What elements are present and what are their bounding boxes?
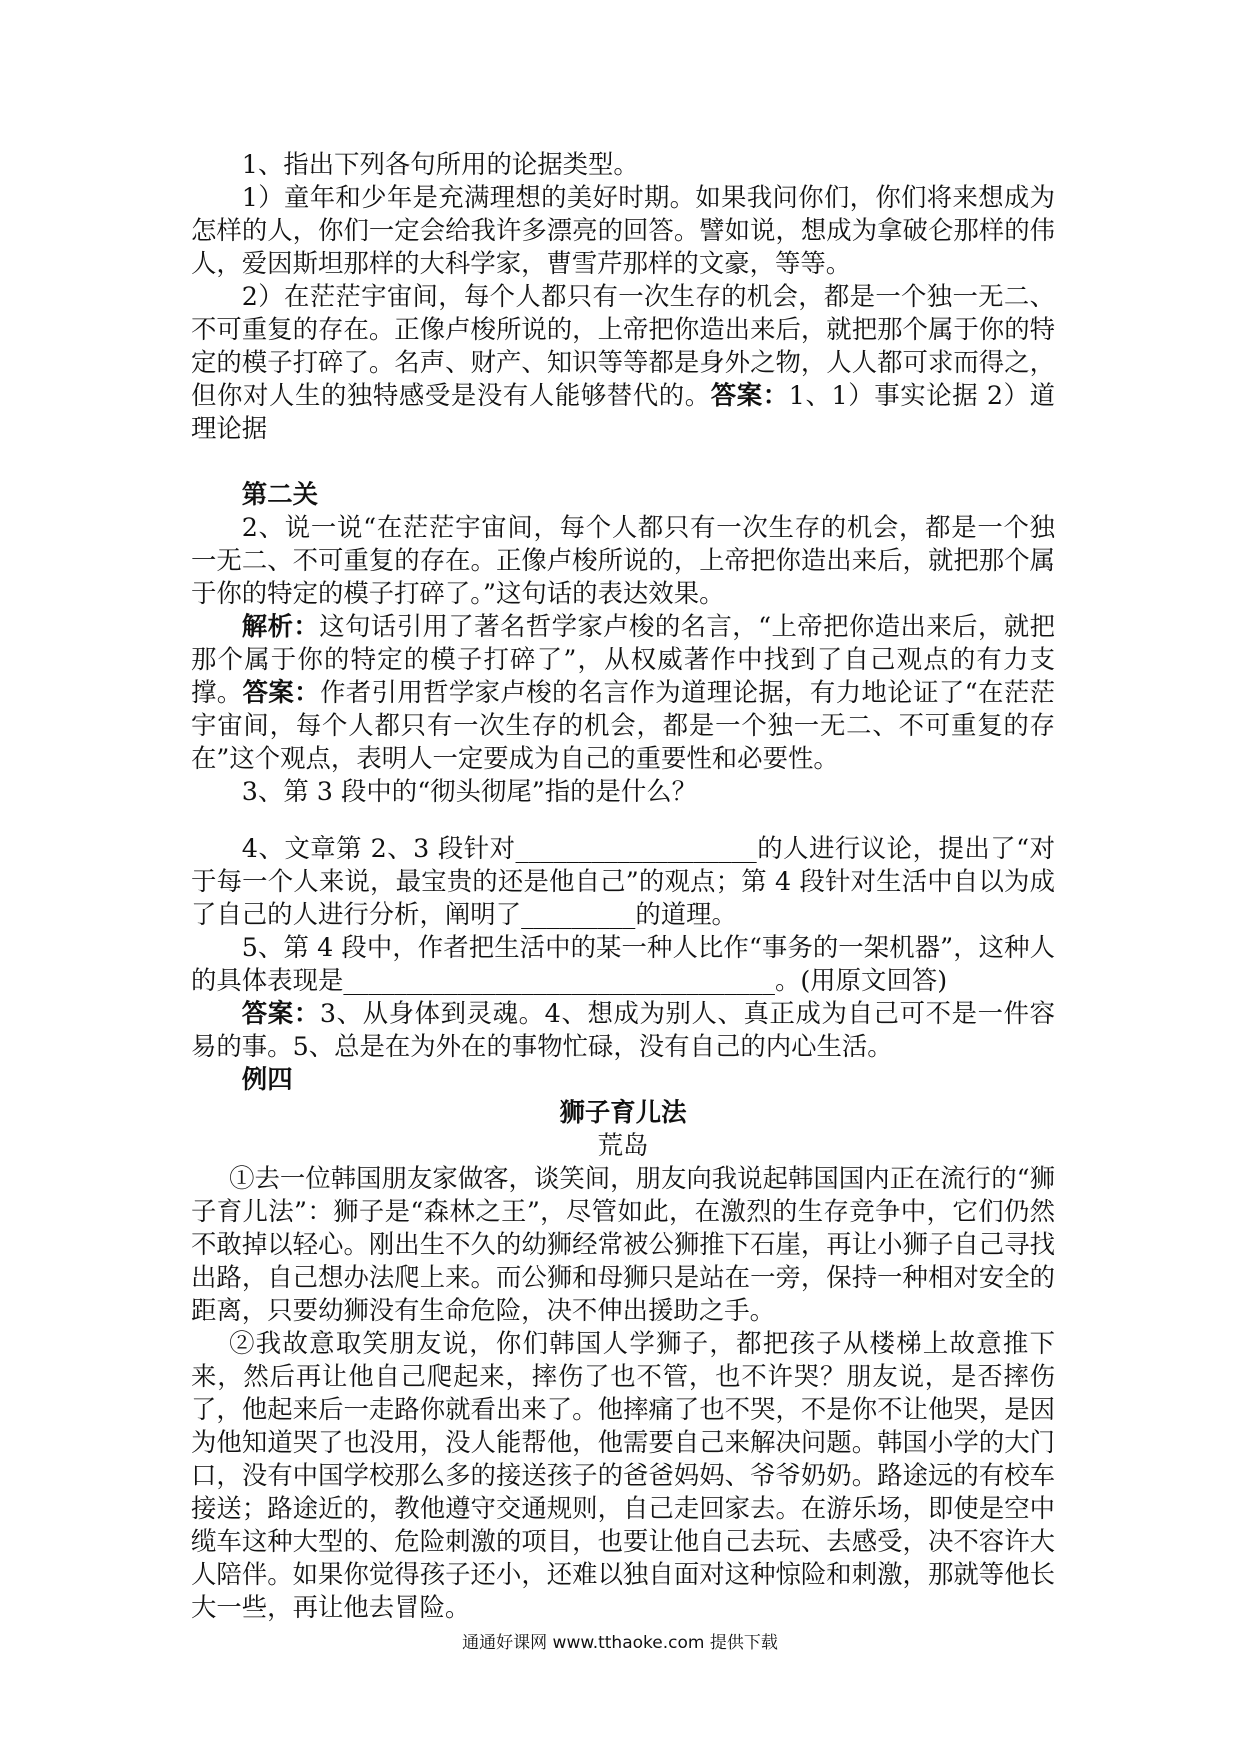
question-2 [191, 511, 1055, 610]
question-5 [191, 931, 1055, 997]
article-title [191, 1096, 1055, 1129]
section-heading [191, 478, 1055, 511]
blank-line [191, 445, 1055, 478]
example-label [191, 1063, 1055, 1096]
article-title-text: 狮子育儿法 [559, 1097, 687, 1127]
question-1-text: 1、指出下列各句所用的论据类型。 [241, 149, 639, 179]
document-body [191, 148, 1055, 1624]
answer-text: 作者引用哲学家卢梭的名言作为道理论据，有力地论证了“在茫茫宇宙间，每个人都只有一次生存的机会，都是一个独一无二、不可重复的存在”这个观点，表明人一定要成为自己的重要性和必要性。 [191, 677, 1056, 773]
answer-text: 1、1）事实论据 2）道理论据 [191, 380, 1055, 443]
footer-text: 通通好课网 www.tthaoke.com 提供下载 [462, 1633, 778, 1653]
analysis-text: 这句话引用了著名哲学家卢梭的名言，“上帝把你造出来后，就把那个属于你的特定的模子打碎了”，从权威著作中找到了自己观点的有力支撑。 [191, 611, 1056, 707]
article-paragraph-1 [191, 1162, 1055, 1327]
question-1-item-1 [191, 181, 1055, 280]
blank-line [191, 808, 1055, 832]
answer-label: 答案： [242, 677, 320, 707]
answer-label: 答案： [710, 380, 789, 410]
question-3 [191, 775, 1055, 808]
item-2-text: 2）在茫茫宇宙间，每个人都只有一次生存的机会，都是一个独一无二、不可重复的存在。正像卢梭所说的，上帝把你造出来后，就把那个属于你的特定的模子打碎了。名声、财产、知识等等都是身外之物，人人都可求而得之，但你对人生的独特感受是没有人能够替代的。 [191, 281, 1055, 410]
answers-paragraph [191, 997, 1055, 1063]
paragraph-1-text: ①去一位韩国朋友家做客，谈笑间，朋友向我说起韩国国内正在流行的“狮子育儿法”：狮子是“森林之王”，尽管如此，在激烈的生存竞争中，它们仍然不敢掉以轻心。刚出生不久的幼狮经常被公狮推下石崖，再让小狮子自己寻找出路，自己想办法爬上来。而公狮和母狮只是站在一旁，保持一种相对安全的距离，只要幼狮没有生命危险，决不伸出援助之手。 [191, 1163, 1055, 1325]
answer-text: 3、从身体到灵魂。4、想成为别人、真正成为自己可不是一件容易的事。5、总是在为外在的事物忙碌，没有自己的内心生活。 [191, 998, 1056, 1061]
analysis-label: 解析： [241, 611, 320, 641]
item-1-text: 1）童年和少年是充满理想的美好时期。如果我问你们，你们将来想成为怎样的人，你们一定会给我许多漂亮的回答。譬如说，想成为拿破仑那样的伟人，爱因斯坦那样的大科学家，曹雪芹那样的文豪，等等。 [191, 182, 1055, 278]
article-paragraph-2 [191, 1327, 1055, 1624]
question-1-item-2 [191, 280, 1055, 445]
article-author [191, 1129, 1055, 1162]
section-heading-text: 第二关 [241, 479, 318, 509]
question-4-text: 4、文章第 2、3 段针对___________________的人进行议论，提出了“对于每一个人来说，最宝贵的还是他自己”的观点；第 4 段针对生活中自以为成了自己的人进行分析，阐明了_________的道理。 [191, 833, 1055, 929]
question-5-text: 5、第 4 段中，作者把生活中的某一种人比作“事务的一架机器”，这种人的具体表现是__________________________________。(用原文回答) [191, 932, 1055, 995]
question-3-text: 3、第 3 段中的“彻头彻尾”指的是什么？ [241, 776, 698, 806]
question-1-prompt [191, 148, 1055, 181]
article-author-text: 荒岛 [597, 1130, 649, 1160]
example-label-text: 例四 [241, 1064, 293, 1094]
answer-label: 答案： [241, 998, 320, 1028]
question-2-text: 2、说一说“在茫茫宇宙间，每个人都只有一次生存的机会，都是一个独一无二、不可重复的存在。正像卢梭所说的，上帝把你造出来后，就把那个属于你的特定的模子打碎了。”这句话的表达效果。 [191, 512, 1055, 608]
paragraph-2-text: ②我故意取笑朋友说，你们韩国人学狮子，都把孩子从楼梯上故意推下来，然后再让他自己爬起来，摔伤了也不管，也不许哭？朋友说，是否摔伤了，他起来后一走路你就看出来了。他摔痛了也不哭，不是你不让他哭，是因为他知道哭了也没用，没人能帮他，他需要自己来解决问题。韩国小学的大门口，没有中国学校那么多的接送孩子的爸爸妈妈、爷爷奶奶。路途远的有校车接送；路途近的，教他遵守交通规则，自己走回家去。在游乐场，即使是空中缆车这种大型的、危险刺激的项目，也要让他自己去玩、去感受，决不容许大人陪伴。如果你觉得孩子还小，还难以独自面对这种惊险和刺激，那就等他长大一些，再让他去冒险。 [191, 1328, 1055, 1622]
question-4 [191, 832, 1055, 931]
page-footer [0, 1632, 1240, 1654]
analysis-paragraph [191, 610, 1055, 775]
